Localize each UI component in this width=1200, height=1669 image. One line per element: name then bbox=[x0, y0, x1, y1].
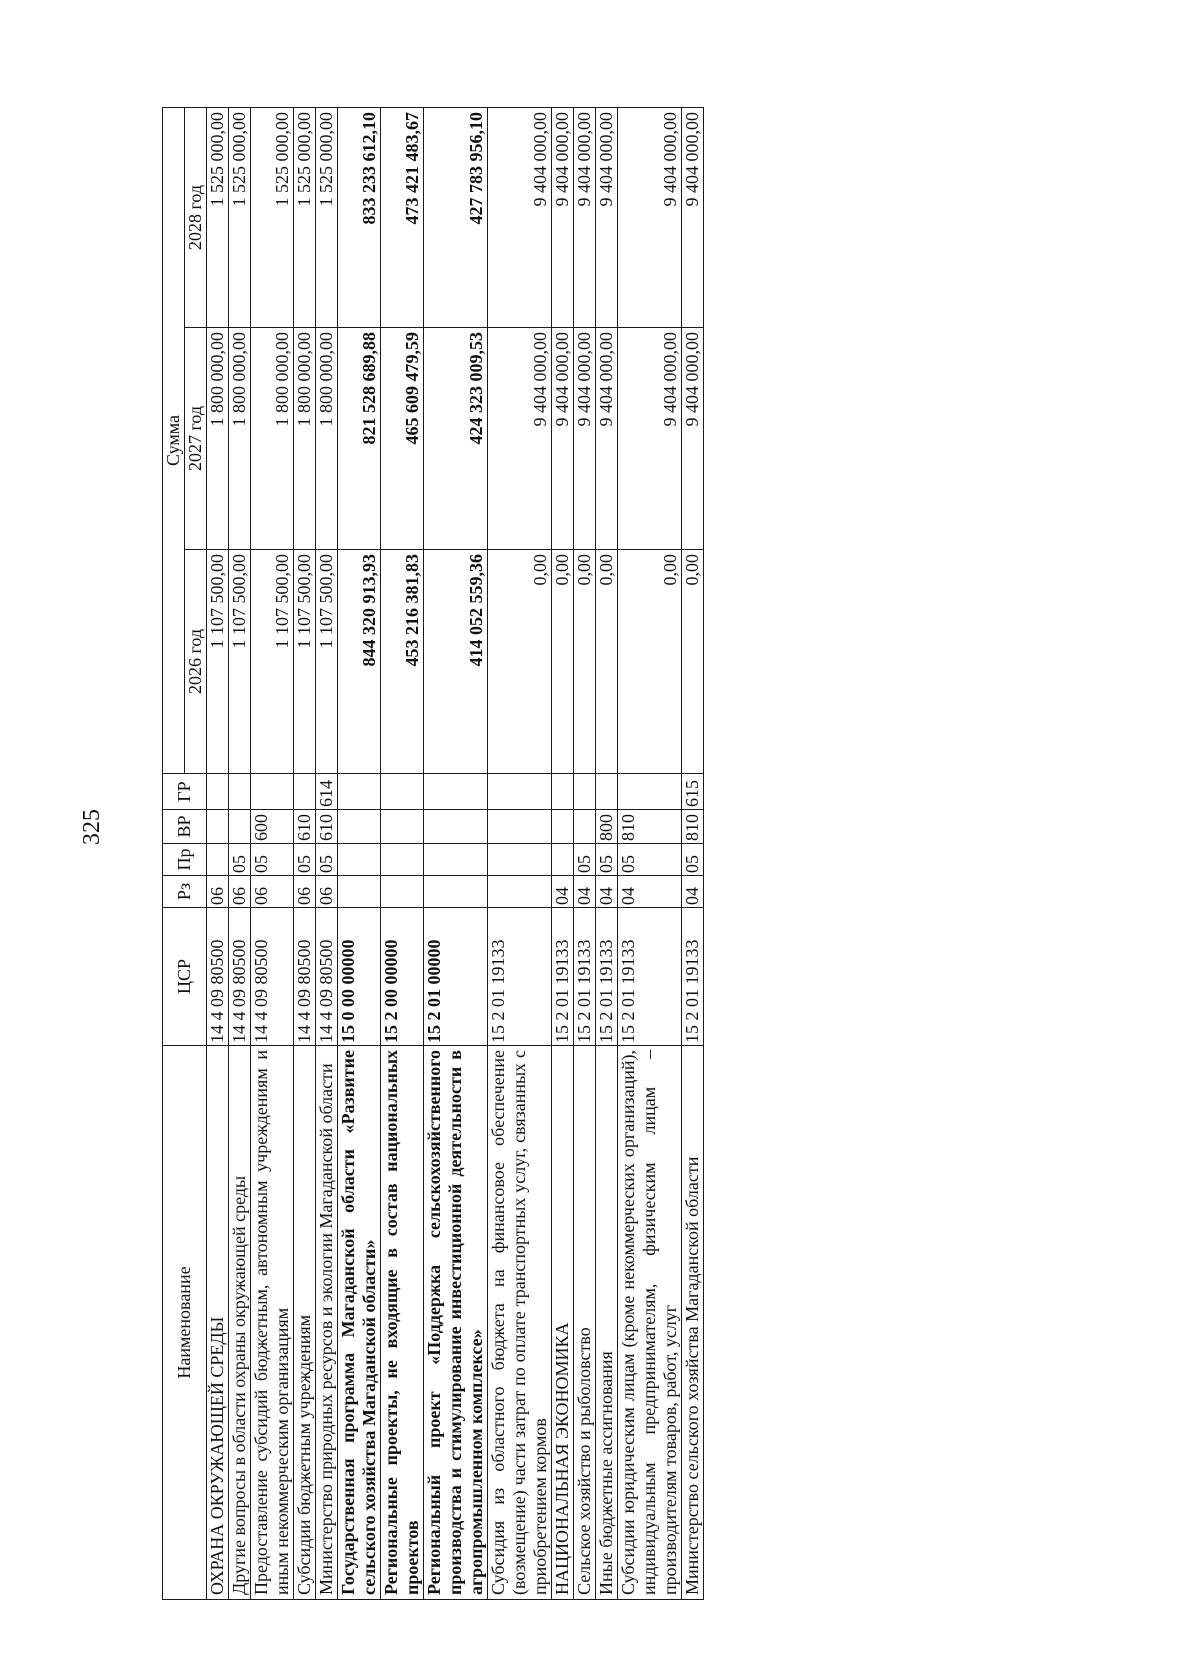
header-rz: Рз bbox=[163, 876, 207, 908]
cell-name: ОХРАНА ОКРУЖАЮЩЕЙ СРЕДЫ bbox=[207, 1046, 229, 1600]
cell-name: Министерство сельского хозяйства Магаданской области bbox=[682, 1046, 704, 1600]
table-row bbox=[488, 107, 552, 1599]
cell-name: Иные бюджетные ассигнования bbox=[596, 1046, 618, 1600]
cell-y2027: 1 800 000,00 bbox=[294, 328, 316, 550]
cell-pr: 05 bbox=[574, 844, 596, 876]
cell-vr: 610 bbox=[294, 810, 316, 844]
header-row-top bbox=[163, 107, 185, 1599]
cell-vr bbox=[207, 810, 229, 844]
cell-gr: 614 bbox=[316, 774, 338, 810]
cell-vr bbox=[488, 810, 552, 844]
cell-pr: 05 bbox=[251, 844, 294, 876]
header-year-2026: 2026 год bbox=[185, 550, 207, 774]
cell-gr bbox=[251, 774, 294, 810]
cell-y2028: 1 525 000,00 bbox=[294, 107, 316, 327]
cell-name: Субсидия из областного бюджета на финансовое обеспечение (возмещение) части затрат по оплате транспортных услуг, связанных с приобретением кормов bbox=[488, 1046, 552, 1600]
cell-pr bbox=[488, 844, 552, 876]
cell-rz: 04 bbox=[682, 876, 704, 908]
cell-y2028: 833 233 612,10 bbox=[338, 107, 381, 327]
cell-rz bbox=[424, 876, 488, 908]
cell-y2026: 0,00 bbox=[574, 550, 596, 774]
page-number: 325 bbox=[79, 809, 105, 845]
cell-rz bbox=[488, 876, 552, 908]
cell-name: Министерство природных ресурсов и экологии Магаданской области bbox=[316, 1046, 338, 1600]
cell-csr: 15 0 00 00000 bbox=[338, 908, 381, 1046]
cell-gr bbox=[424, 774, 488, 810]
cell-y2028: 1 525 000,00 bbox=[316, 107, 338, 327]
cell-csr: 15 2 01 19133 bbox=[552, 908, 574, 1046]
cell-gr bbox=[207, 774, 229, 810]
cell-gr bbox=[338, 774, 381, 810]
cell-rz bbox=[338, 876, 381, 908]
cell-csr: 15 2 01 00000 bbox=[424, 908, 488, 1046]
cell-y2026: 0,00 bbox=[682, 550, 704, 774]
cell-vr bbox=[381, 810, 424, 844]
cell-y2027: 1 800 000,00 bbox=[207, 328, 229, 550]
table-row bbox=[682, 107, 704, 1599]
cell-y2026: 453 216 381,83 bbox=[381, 550, 424, 774]
cell-y2026: 0,00 bbox=[552, 550, 574, 774]
cell-y2026: 1 107 500,00 bbox=[251, 550, 294, 774]
cell-y2026: 414 052 559,36 bbox=[424, 550, 488, 774]
cell-rz: 06 bbox=[294, 876, 316, 908]
cell-vr bbox=[574, 810, 596, 844]
header-year-2027: 2027 год bbox=[185, 328, 207, 550]
cell-vr bbox=[338, 810, 381, 844]
cell-y2028: 9 404 000,00 bbox=[488, 107, 552, 327]
header-name: Наименование bbox=[163, 1046, 207, 1600]
table-row bbox=[207, 107, 229, 1599]
cell-y2027: 9 404 000,00 bbox=[574, 328, 596, 550]
table-row bbox=[338, 107, 381, 1599]
cell-gr bbox=[552, 774, 574, 810]
cell-y2027: 9 404 000,00 bbox=[596, 328, 618, 550]
cell-vr: 810 bbox=[618, 810, 682, 844]
cell-gr bbox=[229, 774, 251, 810]
cell-rz: 04 bbox=[618, 876, 682, 908]
cell-gr bbox=[574, 774, 596, 810]
cell-pr: 05 bbox=[294, 844, 316, 876]
cell-rz bbox=[381, 876, 424, 908]
table-row bbox=[574, 107, 596, 1599]
cell-csr: 14 4 09 80500 bbox=[251, 908, 294, 1046]
header-pr: Пр bbox=[163, 844, 207, 876]
cell-csr: 15 2 00 00000 bbox=[381, 908, 424, 1046]
cell-vr bbox=[229, 810, 251, 844]
cell-pr bbox=[552, 844, 574, 876]
cell-gr: 615 bbox=[682, 774, 704, 810]
cell-gr bbox=[381, 774, 424, 810]
table-row bbox=[552, 107, 574, 1599]
cell-csr: 15 2 01 19133 bbox=[618, 908, 682, 1046]
cell-vr: 810 bbox=[682, 810, 704, 844]
cell-rz: 06 bbox=[251, 876, 294, 908]
table-row bbox=[381, 107, 424, 1599]
cell-rz: 06 bbox=[316, 876, 338, 908]
cell-y2028: 1 525 000,00 bbox=[207, 107, 229, 327]
cell-name: Субсидии бюджетным учреждениям bbox=[294, 1046, 316, 1600]
cell-y2028: 1 525 000,00 bbox=[251, 107, 294, 327]
header-year-2028: 2028 год bbox=[185, 107, 207, 327]
cell-vr: 610 bbox=[316, 810, 338, 844]
cell-y2028: 1 525 000,00 bbox=[229, 107, 251, 327]
cell-gr bbox=[488, 774, 552, 810]
table-row bbox=[596, 107, 618, 1599]
cell-y2028: 473 421 483,67 bbox=[381, 107, 424, 327]
cell-y2028: 9 404 000,00 bbox=[552, 107, 574, 327]
cell-y2026: 1 107 500,00 bbox=[294, 550, 316, 774]
cell-rz: 04 bbox=[552, 876, 574, 908]
rotated-table-container bbox=[162, 108, 1032, 1600]
cell-name: Предоставление субсидий бюджетным, автономным учреждениям и иным некоммерческим организациям bbox=[251, 1046, 294, 1600]
cell-csr: 14 4 09 80500 bbox=[294, 908, 316, 1046]
cell-pr: 05 bbox=[316, 844, 338, 876]
cell-name: Региональный проект «Поддержка сельскохозяйственного производства и стимулирование инвестиционной деятельности в агропромышленном комплексе» bbox=[424, 1046, 488, 1600]
table-row bbox=[229, 107, 251, 1599]
cell-gr bbox=[618, 774, 682, 810]
cell-pr: 05 bbox=[229, 844, 251, 876]
cell-y2026: 0,00 bbox=[596, 550, 618, 774]
cell-y2028: 9 404 000,00 bbox=[596, 107, 618, 327]
table-row bbox=[424, 107, 488, 1599]
cell-csr: 15 2 01 19133 bbox=[488, 908, 552, 1046]
cell-y2027: 1 800 000,00 bbox=[316, 328, 338, 550]
cell-gr bbox=[294, 774, 316, 810]
cell-y2027: 1 800 000,00 bbox=[229, 328, 251, 550]
cell-vr bbox=[424, 810, 488, 844]
cell-name: Государственная программа Магаданской области «Развитие сельского хозяйства Магаданской области» bbox=[338, 1046, 381, 1600]
cell-rz: 04 bbox=[574, 876, 596, 908]
cell-y2027: 465 609 479,59 bbox=[381, 328, 424, 550]
cell-pr bbox=[207, 844, 229, 876]
table-row bbox=[316, 107, 338, 1599]
header-csr: ЦСР bbox=[163, 908, 207, 1046]
cell-y2027: 9 404 000,00 bbox=[552, 328, 574, 550]
cell-csr: 14 4 09 80500 bbox=[229, 908, 251, 1046]
cell-y2027: 9 404 000,00 bbox=[682, 328, 704, 550]
cell-csr: 15 2 01 19133 bbox=[596, 908, 618, 1046]
cell-y2026: 0,00 bbox=[488, 550, 552, 774]
cell-y2028: 9 404 000,00 bbox=[682, 107, 704, 327]
cell-y2026: 0,00 bbox=[618, 550, 682, 774]
table-row bbox=[251, 107, 294, 1599]
cell-pr: 05 bbox=[618, 844, 682, 876]
cell-csr: 15 2 01 19133 bbox=[682, 908, 704, 1046]
cell-pr: 05 bbox=[682, 844, 704, 876]
cell-y2027: 1 800 000,00 bbox=[251, 328, 294, 550]
table-row bbox=[294, 107, 316, 1599]
cell-y2026: 1 107 500,00 bbox=[316, 550, 338, 774]
cell-name: НАЦИОНАЛЬНАЯ ЭКОНОМИКА bbox=[552, 1046, 574, 1600]
table-row bbox=[618, 107, 682, 1599]
cell-y2026: 1 107 500,00 bbox=[229, 550, 251, 774]
cell-y2028: 9 404 000,00 bbox=[574, 107, 596, 327]
budget-table bbox=[162, 107, 704, 1600]
cell-rz: 06 bbox=[207, 876, 229, 908]
cell-y2028: 427 783 956,10 bbox=[424, 107, 488, 327]
cell-rz: 04 bbox=[596, 876, 618, 908]
cell-y2026: 844 320 913,93 bbox=[338, 550, 381, 774]
cell-csr: 15 2 01 19133 bbox=[574, 908, 596, 1046]
cell-y2027: 9 404 000,00 bbox=[618, 328, 682, 550]
cell-vr: 600 bbox=[251, 810, 294, 844]
cell-name: Сельское хозяйство и рыболовство bbox=[574, 1046, 596, 1600]
cell-csr: 14 4 09 80500 bbox=[207, 908, 229, 1046]
header-gr: ГР bbox=[163, 774, 207, 810]
cell-name: Региональные проекты, не входящие в состав национальных проектов bbox=[381, 1046, 424, 1600]
cell-y2028: 9 404 000,00 bbox=[618, 107, 682, 327]
cell-gr bbox=[596, 774, 618, 810]
cell-rz: 06 bbox=[229, 876, 251, 908]
cell-pr bbox=[338, 844, 381, 876]
cell-name: Субсидии юридическим лицам (кроме некоммерческих организаций), индивидуальным предпринимателям, физическим лицам – производителям товаров, работ, услуг bbox=[618, 1046, 682, 1600]
cell-y2027: 424 323 009,53 bbox=[424, 328, 488, 550]
header-sum: Сумма bbox=[163, 107, 185, 773]
cell-vr bbox=[552, 810, 574, 844]
cell-pr bbox=[381, 844, 424, 876]
cell-y2026: 1 107 500,00 bbox=[207, 550, 229, 774]
cell-y2027: 821 528 689,88 bbox=[338, 328, 381, 550]
header-vr: ВР bbox=[163, 810, 207, 844]
cell-y2027: 9 404 000,00 bbox=[488, 328, 552, 550]
cell-pr: 05 bbox=[596, 844, 618, 876]
cell-name: Другие вопросы в области охраны окружающей среды bbox=[229, 1046, 251, 1600]
cell-pr bbox=[424, 844, 488, 876]
cell-vr: 800 bbox=[596, 810, 618, 844]
cell-csr: 14 4 09 80500 bbox=[316, 908, 338, 1046]
